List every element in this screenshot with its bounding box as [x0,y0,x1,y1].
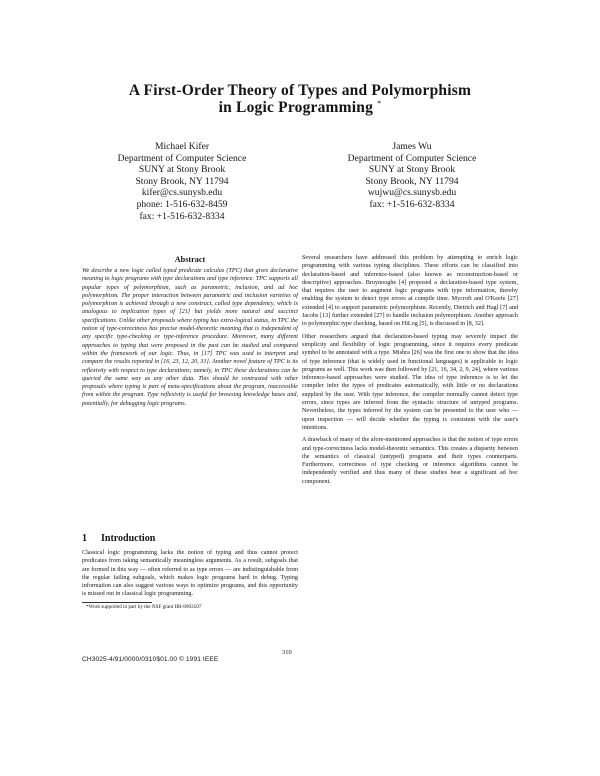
footnote: *Work supported in part by the NSF grant IRI-8903507 [86,604,202,610]
author-city: Stony Brook, NY 11794 [365,175,459,187]
author-department: Department of Computer Science [347,152,477,164]
author-email: kifer@cs.sunysb.edu [141,187,223,199]
section-heading-introduction [82,533,169,544]
footnote-divider [82,602,152,603]
right-paragraph-1: Several researchers have addressed this problem by attempting to enrich logic programming with various typing disciplines. These efforts can be classified into declaration-based and inference-based (also known as reconstruction-based or descriptive) approaches. Bruynooghe [4] proposed a declaration-based type system, that requires the user to augment logic programs with type information, thereby enabling the system to detect type errors at compile time. Mycroft and O'Keefe [27] extended [4] to support parametric polymorphism. Recently, Dietrich and Hagl [7] and Jacobs [13] further extended [27] to handle inclusion polymorphism. Another approach to polymorphic type checking, based on HiLog [5], is discussed in [8, 32]. [302,255,518,328]
author-block-kifer [82,141,282,222]
author-university: SUNY at Stony Brook [368,164,456,176]
paper-title-line-2-text: in Logic Programming [218,99,374,117]
author-email: wujwu@cs.sunysb.edu [367,187,457,199]
author-fax: fax: +1-516-632-8334 [369,198,455,210]
section-title: Introduction [101,533,156,544]
section-number: 1 [82,533,87,544]
author-city: Stony Brook, NY 11794 [135,175,229,187]
author-university: SUNY at Stony Brook [138,164,226,176]
author-block-wu [312,141,512,211]
author-name: Michael Kifer [154,141,210,152]
paper-title-line-2 [0,99,600,117]
author-name: James Wu [392,141,432,152]
page-number: 310 [282,649,292,656]
abstract-body [82,267,298,412]
right-column [302,254,518,490]
introduction-body [82,549,298,603]
abstract-text: We describe a new logic called typed predicate calculus (TPC) that gives declarative meaning to logic programs with type declarations and type inference. TPC supports all popular types of polymorphism, such as parametric, inclusion, and ad hoc polymorphism. The proper interaction between parametric and inclusion varieties of polymorphism is achieved through a new construct, called type dependency, which is analogous to implication types of [21] but yields more natural and succinct specifications. Unlike other proposals where typing has extra-logical status, in TPC the notion of type-correctness has precise model-theoretic meaning that is independent of any specific type-checking or type-inference procedure. Moreover, many different approaches to typing that were proposed in the past can be studied and compared within the framework of our logic. Thus, in [17] TPC was used to interpret and compare the results reported in [16, 23, 12, 20, 31]. Another novel feature of TPC is its reflexivity with respect to type declarations; namely, in TPC these declarations can be queried the same way as any other data. This should be contrasted with other proposals where typing is part of meta-specifications about the program, inaccessible from within the program. Type reflexivity is useful for browsing knowledge bases and, potentially, for debugging logic programs. [82,268,298,407]
title-footnote-mark: * [377,99,382,108]
author-fax: fax: +1-516-632-8334 [139,210,225,222]
introduction-paragraph: Classical logic programming lacks the notion of typing and thus cannot protect predicates from taking semantically meaningless arguments. As a result, subgoals that are formed in this way — often referred to as type errors — are indistinguishable from the regular failing subgoals, which makes logic programs hard to debug. Typing information can also suggest various ways to optimize programs, and this opportunity is missed out in classical logic programming. [82,550,298,598]
author-phone: phone: 1-516-632-8459 [136,198,228,210]
right-paragraph-3: A drawback of many of the afore-mentioned approaches is that the notion of type errors and type-correctness lacks model-theoretic semantics. This creates a disparity between the semantics of classical (untyped) programs and their types counterparts. Furthermore, correctness of type checking or inference algorithms cannot be independently verified and thus many of these studies bear a significant ad hoc component. [302,437,518,485]
paper-title-line-1: A First-Order Theory of Types and Polymorphism [128,82,472,99]
author-department: Department of Computer Science [117,152,247,164]
copyright-line: CH3025-4/91/0000/0310$01.00 © 1991 IEEE [82,656,219,663]
abstract-heading: Abstract [174,255,206,264]
right-paragraph-2: Other researchers argued that declaration-based typing may severely impact the simplicity and flexibility of logic programming, since it requires every predicate symbol to be annotated with a type. Mishra [26] was the first one to show that the idea of type inference (that is widely used in functional languages) is applicable to logic programs as well. This work was then followed by [21, 16, 34, 2, 9, 24], where various inference-based approaches were studied. The idea of type inference is to let the compiler infer the types of predicates automatically, with little or no declarations supplied by the user. With type inference, the compiler normally cannot detect type errors, since types are inferred from the syntactic structure of untyped programs. Nevertheless, the types inferred by the system can be presented to the user who — upon inspection — will decide whether the typing is consistent with the user's intentions. [302,333,518,431]
